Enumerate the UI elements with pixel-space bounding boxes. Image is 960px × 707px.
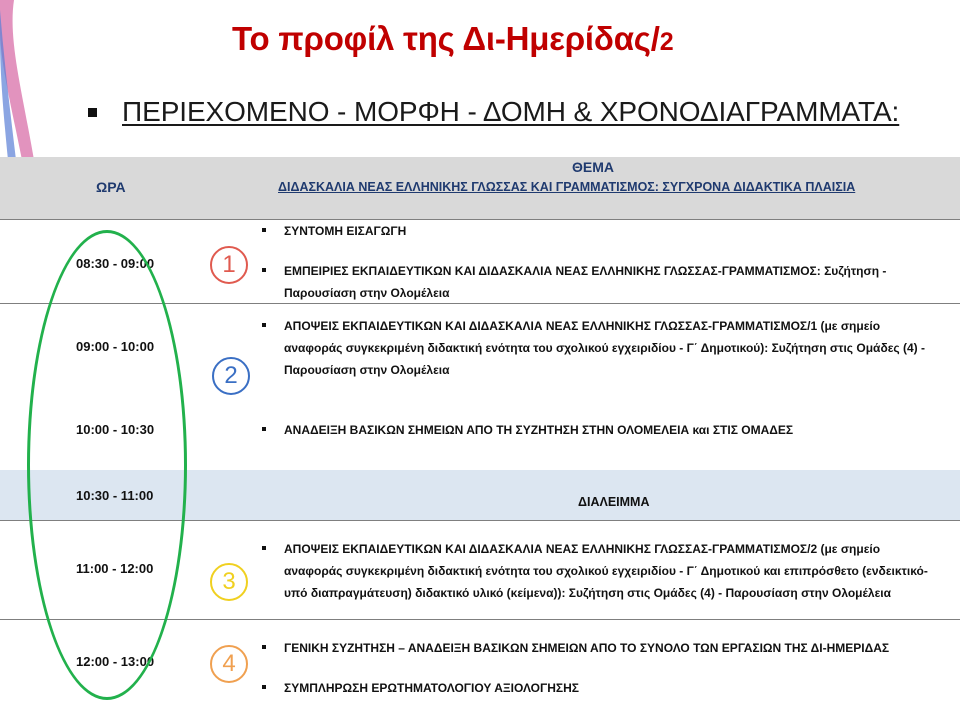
session-number-badge: 3 xyxy=(210,563,248,601)
list-item xyxy=(262,538,932,604)
time-slot: 08:30 - 09:00 xyxy=(76,256,155,271)
session-number-badge: 1 xyxy=(210,246,248,284)
list-item xyxy=(262,220,932,242)
time-slot: 11:00 - 12:00 xyxy=(76,561,154,576)
page-title-suffix: 2 xyxy=(659,28,674,56)
table-header xyxy=(0,157,960,219)
session-number-badge: 4 xyxy=(210,645,248,683)
session-number-badge: 2 xyxy=(212,357,250,395)
list-item-text: ΣΥΜΠΛΗΡΩΣΗ ΕΡΩΤΗΜΑΤΟΛΟΓΙΟΥ ΑΞΙΟΛΟΓΗΣΗΣ xyxy=(284,681,579,695)
list-item xyxy=(262,677,932,699)
list-item-text: ΓΕΝΙΚΗ ΣΥΖΗΤΗΣΗ – ΑΝΑΔΕΙΞΗ ΒΑΣΙΚΩΝ ΣΗΜΕΙΩΝ ΑΠΟ ΤΟ ΣΥΝΟΛΟ ΤΩΝ ΕΡΓΑΣΙΩΝ ΤΗΣ ΔΙ-ΗΜΕΡΙΔΑΣ xyxy=(284,641,890,655)
list-item-text: ΑΠΟΨΕΙΣ ΕΚΠΑΙΔΕΥΤΙΚΩΝ ΚΑΙ ΔΙΔΑΣΚΑΛΙΑ ΝΕΑΣ ΕΛΛΗΝΙΚΗΣ ΓΛΩΣΣΑΣ-ΓΡΑΜΜΑΤΙΣΜΟΣ/2 (με σημείο αναφοράς συγκεκριμένη διδακτική ενότητα του σχολικού εγχειριδίου - Γ΄ Δημοτικού και επιπρόσθετο (ενδεικτικό-υπό διαπραγμάτευση) διδακτικό υλικό (κείμενα)): Συζήτηση στις Ομάδες (4) - Παρουσίαση στην Ολομέλεια xyxy=(284,542,928,600)
list-item xyxy=(262,315,932,381)
header-time-label: ΩΡΑ xyxy=(96,179,126,195)
time-slot: 10:00 - 10:30 xyxy=(76,422,155,437)
header-course-title: ΔΙΔΑΣΚΑΛΙΑ ΝΕΑΣ ΕΛΛΗΝΙΚΗΣ ΓΛΩΣΣΑΣ ΚΑΙ ΓΡΑΜΜΑΤΙΣΜΟΣ: ΣΥΓΧΡΟΝΑ ΔΙΔΑΚΤΙΚΑ ΠΛΑΙΣΙΑ xyxy=(278,180,856,194)
bullet-icon xyxy=(262,228,266,232)
break-label: ΔΙΑΛΕΙΜΜΑ xyxy=(578,495,650,509)
bullet-icon xyxy=(262,427,266,431)
list-item-text: ΑΝΑΔΕΙΞΗ ΒΑΣΙΚΩΝ ΣΗΜΕΙΩΝ ΑΠΟ ΤΗ ΣΥΖΗΤΗΣΗ ΣΤΗΝ ΟΛΟΜΕΛΕΙΑ και ΣΤΙΣ ΟΜΑΔΕΣ xyxy=(284,423,794,437)
time-slot: 09:00 - 10:00 xyxy=(76,339,155,354)
time-slot: 12:00 - 13:00 xyxy=(76,654,155,669)
list-item-text: ΑΠΟΨΕΙΣ ΕΚΠΑΙΔΕΥΤΙΚΩΝ ΚΑΙ ΔΙΔΑΣΚΑΛΙΑ ΝΕΑΣ ΕΛΛΗΝΙΚΗΣ ΓΛΩΣΣΑΣ-ΓΡΑΜΜΑΤΙΣΜΟΣ/1 (με σημείο αναφοράς συγκεκριμένη διδακτική ενότητα του σχολικού εγχειριδίου - Γ΄ Δημοτικού): Συζήτηση στις Ομάδες (4) - Παρουσίαση στην Ολομέλεια xyxy=(284,319,925,377)
bullet-icon xyxy=(262,645,266,649)
page-title-main: Το προφίλ της Δι-Ημερίδας/ xyxy=(232,20,660,57)
list-item xyxy=(262,260,932,304)
bullet-icon xyxy=(262,546,266,550)
list-item xyxy=(262,637,932,659)
list-item xyxy=(262,419,932,441)
list-item-text: ΕΜΠΕΙΡΙΕΣ ΕΚΠΑΙΔΕΥΤΙΚΩΝ ΚΑΙ ΔΙΔΑΣΚΑΛΙΑ ΝΕΑΣ ΕΛΛΗΝΙΚΗΣ ΓΛΩΣΣΑΣ-ΓΡΑΜΜΑΤΙΣΜΟΣ: Συζήτηση - Παρουσίαση στην Ολομέλεια xyxy=(284,264,887,300)
header-topic-label: ΘΕΜΑ xyxy=(572,159,614,175)
bullet-icon xyxy=(262,268,266,272)
list-item-text: ΣΥΝΤΟΜΗ ΕΙΣΑΓΩΓΗ xyxy=(284,224,407,238)
page-title xyxy=(232,20,673,58)
decorative-swoosh xyxy=(0,0,40,160)
subtitle-text: ΠΕΡΙΕΧΟΜΕΝΟ - ΜΟΡΦΗ - ΔΟΜΗ & ΧΡΟΝΟΔΙΑΓΡΑΜΜΑΤΑ: xyxy=(122,96,900,127)
bullet-icon xyxy=(262,323,266,327)
bullet-icon xyxy=(262,685,266,689)
square-bullet-icon xyxy=(88,108,97,117)
time-slot: 10:30 - 11:00 xyxy=(76,488,154,503)
subtitle-bullet-line xyxy=(88,92,899,132)
time-column-highlight-oval xyxy=(27,230,187,700)
